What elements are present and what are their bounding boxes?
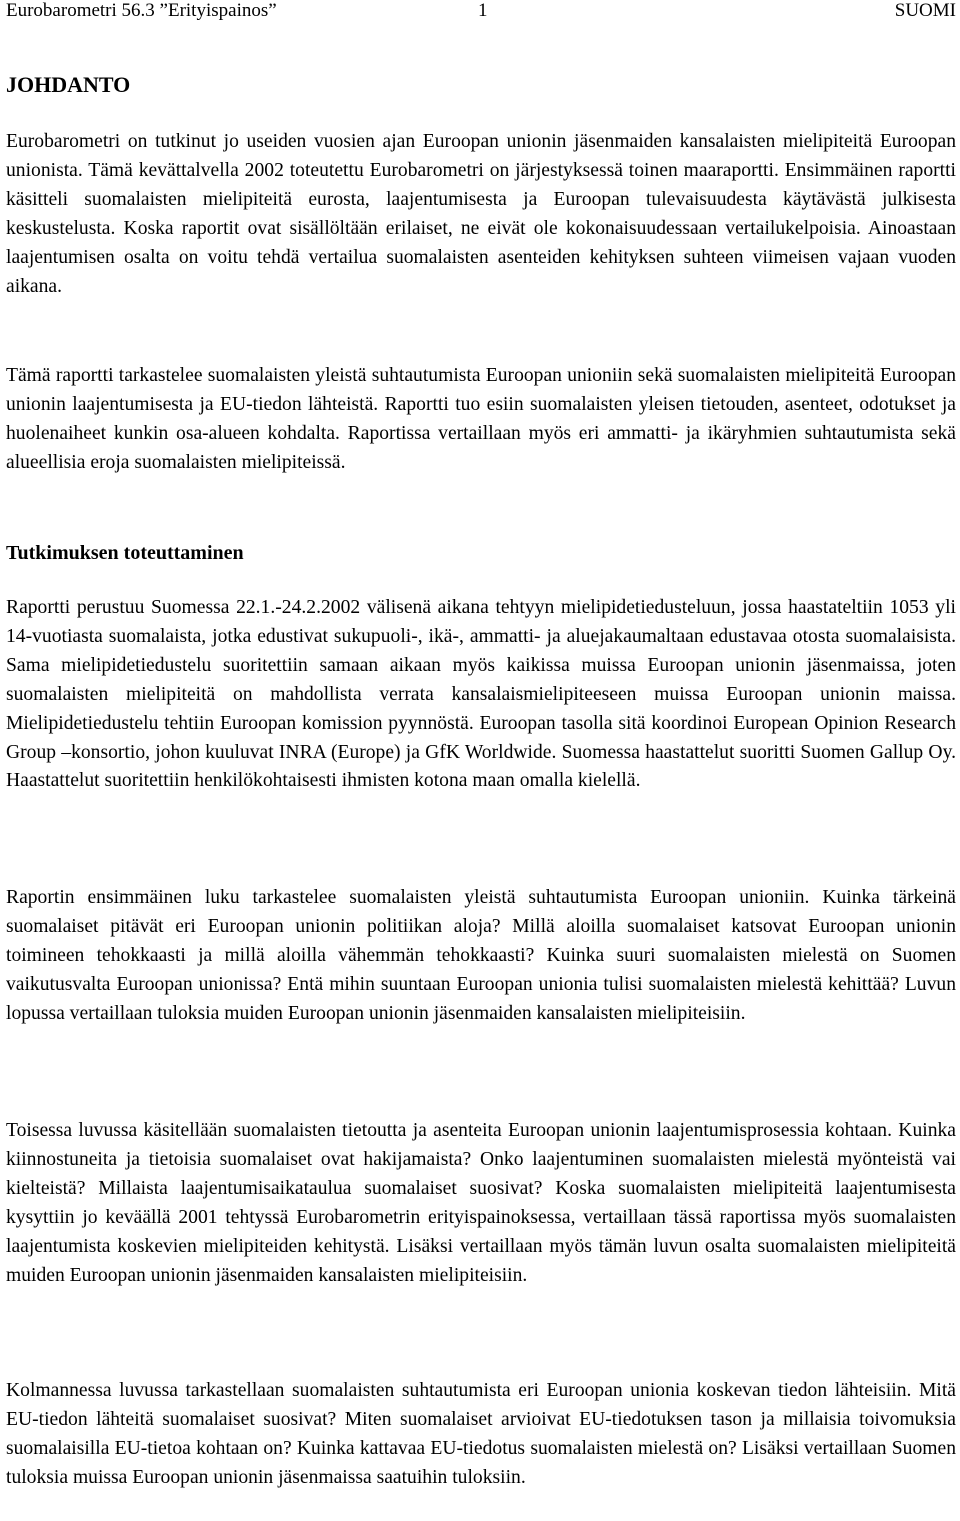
header-country: SUOMI (894, 0, 956, 21)
header-publication-title: Eurobarometri 56.3 ”Erityispainos” (6, 0, 277, 21)
method-paragraph-4: Kolmannessa luvussa tarkastellaan suomalaisten suhtautumista eri Euroopan unionia koskevan tiedon lähteisiin. Mitä EU-tiedon lähteitä suomalaiset suosivat? Miten suomalaiset arvioivat EU-tiedotuksen tason ja millaisia toivomuksia suomalaisilla EU-tietoa kohtaan on? Kuinka kattavaa EU-tiedotus suomalaisten mielestä on? Lisäksi vertaillaan Suomen tuloksia muissa Euroopan unionin jäsenmaissa saatuihin tuloksiin. (6, 1380, 956, 1488)
method-paragraph-3: Toisessa luvussa käsitellään suomalaisten tietoutta ja asenteita Euroopan unionin laajentumisprosessia kohtaan. Kuinka kiinnostuneita ja tietoisia suomalaiset ovat hakijamaista? Onko laajentuminen suomalaisten mielestä myönteistä vai kielteistä? Millaista laajentumisaikataulua suomalaiset suosivat? Koska suomalaisten mielipiteitä laajentumisesta kysyttiin jo keväällä 2001 tehtyssä Eurobarometrin erityispainoksessa, vertaillaan tässä raportissa myös suomalaisten laajentumista koskevien mielipiteiden kehitystä. Lisäksi vertaillaan myös tämän luvun osalta suomalaisten mielipiteitä muiden Euroopan unionin jäsenmaiden kansalaisten mielipiteisiin. (6, 1120, 956, 1286)
method-paragraph-2: Raportin ensimmäinen luku tarkastelee suomalaisten yleistä suhtautumista Euroopan unioniin. Kuinka tärkeinä suomalaiset pitävät eri Euroopan unionin politiikan aloja? Millä aloilla suomalaiset katsovat Euroopan unionin toimineen tehokkaasti ja millä aloilla vähemmän tehokkaasti? Kuinka suuri suomalaisten mielestä on Suomen vaikutusvalta Euroopan unionissa? Entä mihin suuntaan Euroopan unionia tulisi suomalaisten mielestä kehittää? Luvun lopussa vertaillaan tuloksia muiden Euroopan unionin jäsenmaiden kansalaisten mielipiteisiin. (6, 887, 956, 1024)
subsection-heading: Tutkimuksen toteuttaminen (6, 542, 244, 564)
intro-paragraph-2: Tämä raportti tarkastelee suomalaisten yleistä suhtautumista Euroopan unioniin sekä suomalaisten mielipiteitä Euroopan unionin laajentumisesta ja EU-tiedon lähteistä. Raportti tuo esiin suomalaisten yleisen tietouden, asenteet, odotukset ja huolenaiheet kunkin osa-alueen kohdalta. Raportissa vertaillaan myös eri ammatti- ja ikäryhmien suhtautumista sekä alueellisia eroja suomalaisten mielipiteissä. (6, 365, 956, 473)
document-page (6, 0, 956, 1488)
method-paragraph-1: Raportti perustuu Suomessa 22.1.-24.2.2002 välisenä aikana tehtyyn mielipidetiedusteluun, jossa haastateltiin 1053 yli 14-vuotiasta suomalaista, jotka edustivat sukupuoli-, ikä-, ammatti- ja aluejakaumaltaan edustavaa otosta suomalaisista. Sama mielipidetiedustelu suoritettiin samaan aikaan myös kaikissa muissa Euroopan unionin jäsenmaissa, joten suomalaisten mielipiteitä on mahdollista verrata kansalaismielipiteeseen muissa Euroopan unionin maissa. Mielipidetiedustelu tehtiin Euroopan komission pyynnöstä. Euroopan tasolla sitä koordinoi European Opinion Research Group –konsortio, johon kuuluvat INRA (Europe) ja GfK Worldwide. Suomessa haastattelut suoritti Suomen Gallup Oy. Haastattelut suoritettiin henkilökohtaisesti ihmisten kotona maan omalla kielellä. (6, 597, 956, 792)
intro-paragraph-1: Eurobarometri on tutkinut jo useiden vuosien ajan Euroopan unionin jäsenmaiden kansalaisten mielipiteitä Euroopan unionista. Tämä kevättalvella 2002 toteutettu Eurobarometri on järjestyksessä toinen maaraportti. Ensimmäinen raportti käsitteli suomalaisten mielipiteitä eurosta, laajentumisesta ja Euroopan tulevaisuudesta käytävästä julkisesta keskustelusta. Koska raportit ovat sisällöltään erilaiset, ne eivät ole kokonaisuudessaan vertailukelpoisia. Ainoastaan laajentumisen osalta on voitu tehdä vertailua suomalaisten asenteiden kehityksen suhteen viimeisen vajaan vuoden aikana. (6, 131, 956, 297)
section-heading: JOHDANTO (6, 72, 131, 97)
header-page-number: 1 (478, 0, 488, 21)
running-header (6, 0, 956, 24)
